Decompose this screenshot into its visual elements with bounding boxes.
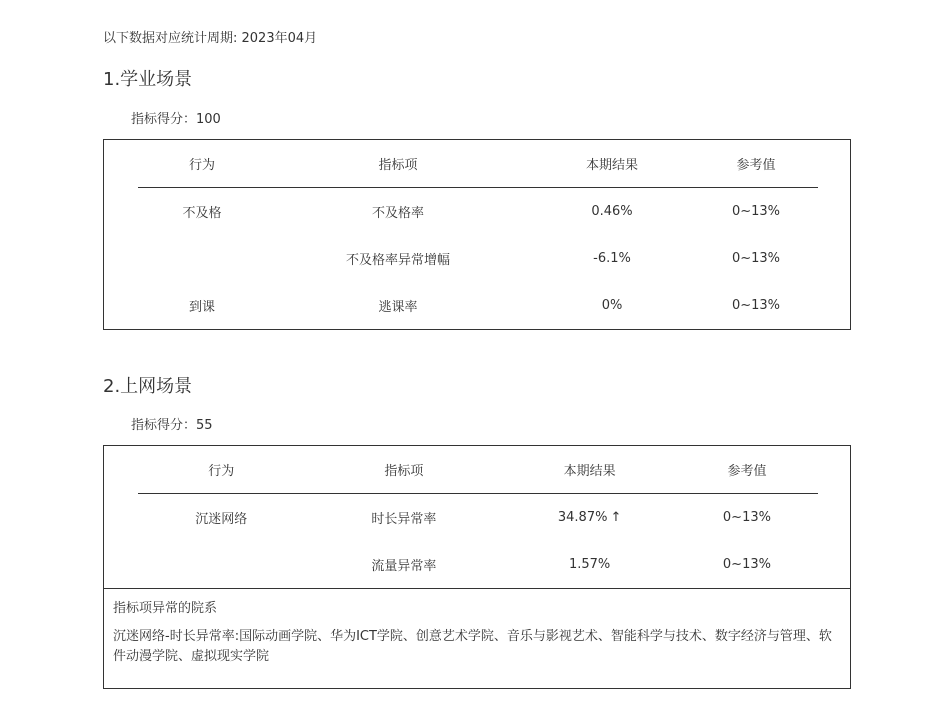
header-item: 指标项: [304, 446, 503, 494]
internet-table: [138, 446, 818, 588]
cell-item: 不及格率异常增幅: [345, 253, 450, 268]
table-row: [138, 282, 818, 329]
cell-result: 0%: [601, 298, 623, 313]
cell-reference: 0~13%: [731, 204, 781, 219]
cell-behavior: 沉迷网络: [195, 512, 248, 527]
cell-behavior: 不及格: [182, 206, 222, 221]
section-title-academic: 1.学业场景: [103, 69, 193, 90]
section-title-internet: 2.上网场景: [103, 376, 193, 397]
cell-result: 1.57%: [568, 557, 611, 572]
header-behavior: 行为: [138, 446, 304, 494]
table-row: [138, 188, 818, 236]
cell-reference: 0~13%: [731, 298, 781, 313]
note-text: 沉迷网络-时长异常率:国际动画学院、华为ICT学院、创意艺术学院、音乐与影视艺术、智能科学与技术、数字经济与管理、软件动漫学院、虚拟现实学院: [113, 629, 832, 664]
note-heading: 指标项异常的院系: [113, 601, 218, 616]
cell-result: [503, 494, 676, 542]
academic-table: [138, 140, 818, 329]
table-header-row: [138, 446, 818, 494]
cell-item: 时长异常率: [371, 512, 437, 527]
trend-up-icon: ↑: [610, 510, 622, 525]
score-academic: 指标得分：100: [131, 112, 221, 127]
table-row: [138, 235, 818, 282]
header-item: 指标项: [266, 140, 530, 188]
result-value: 34.87%: [557, 510, 608, 525]
score-internet: 指标得分：55: [131, 418, 213, 433]
header-behavior: 行为: [138, 140, 266, 188]
table-row: [138, 541, 818, 588]
table-row: [138, 494, 818, 542]
header-reference: 参考值: [694, 140, 818, 188]
cell-behavior: 到课: [188, 300, 215, 315]
cell-item: 逃课率: [378, 300, 418, 315]
abnormal-departments-note: [104, 589, 850, 679]
cell-behavior: [138, 235, 266, 282]
period-text: 以下数据对应统计周期: 2023年04月: [103, 31, 318, 46]
cell-result: 0.46%: [591, 204, 633, 219]
header-result: 本期结果: [530, 140, 694, 188]
cell-reference: 0~13%: [731, 251, 781, 266]
header-reference: 参考值: [676, 446, 818, 494]
internet-table-box: [103, 445, 851, 689]
cell-item: 不及格率: [371, 206, 424, 221]
cell-item: 流量异常率: [371, 559, 437, 574]
cell-result: -6.1%: [593, 251, 631, 266]
cell-reference: 0~13%: [722, 557, 771, 572]
cell-reference: 0~13%: [722, 510, 771, 525]
header-result: 本期结果: [503, 446, 676, 494]
cell-behavior: [138, 541, 304, 588]
table-header-row: [138, 140, 818, 188]
academic-table-box: [103, 139, 851, 330]
